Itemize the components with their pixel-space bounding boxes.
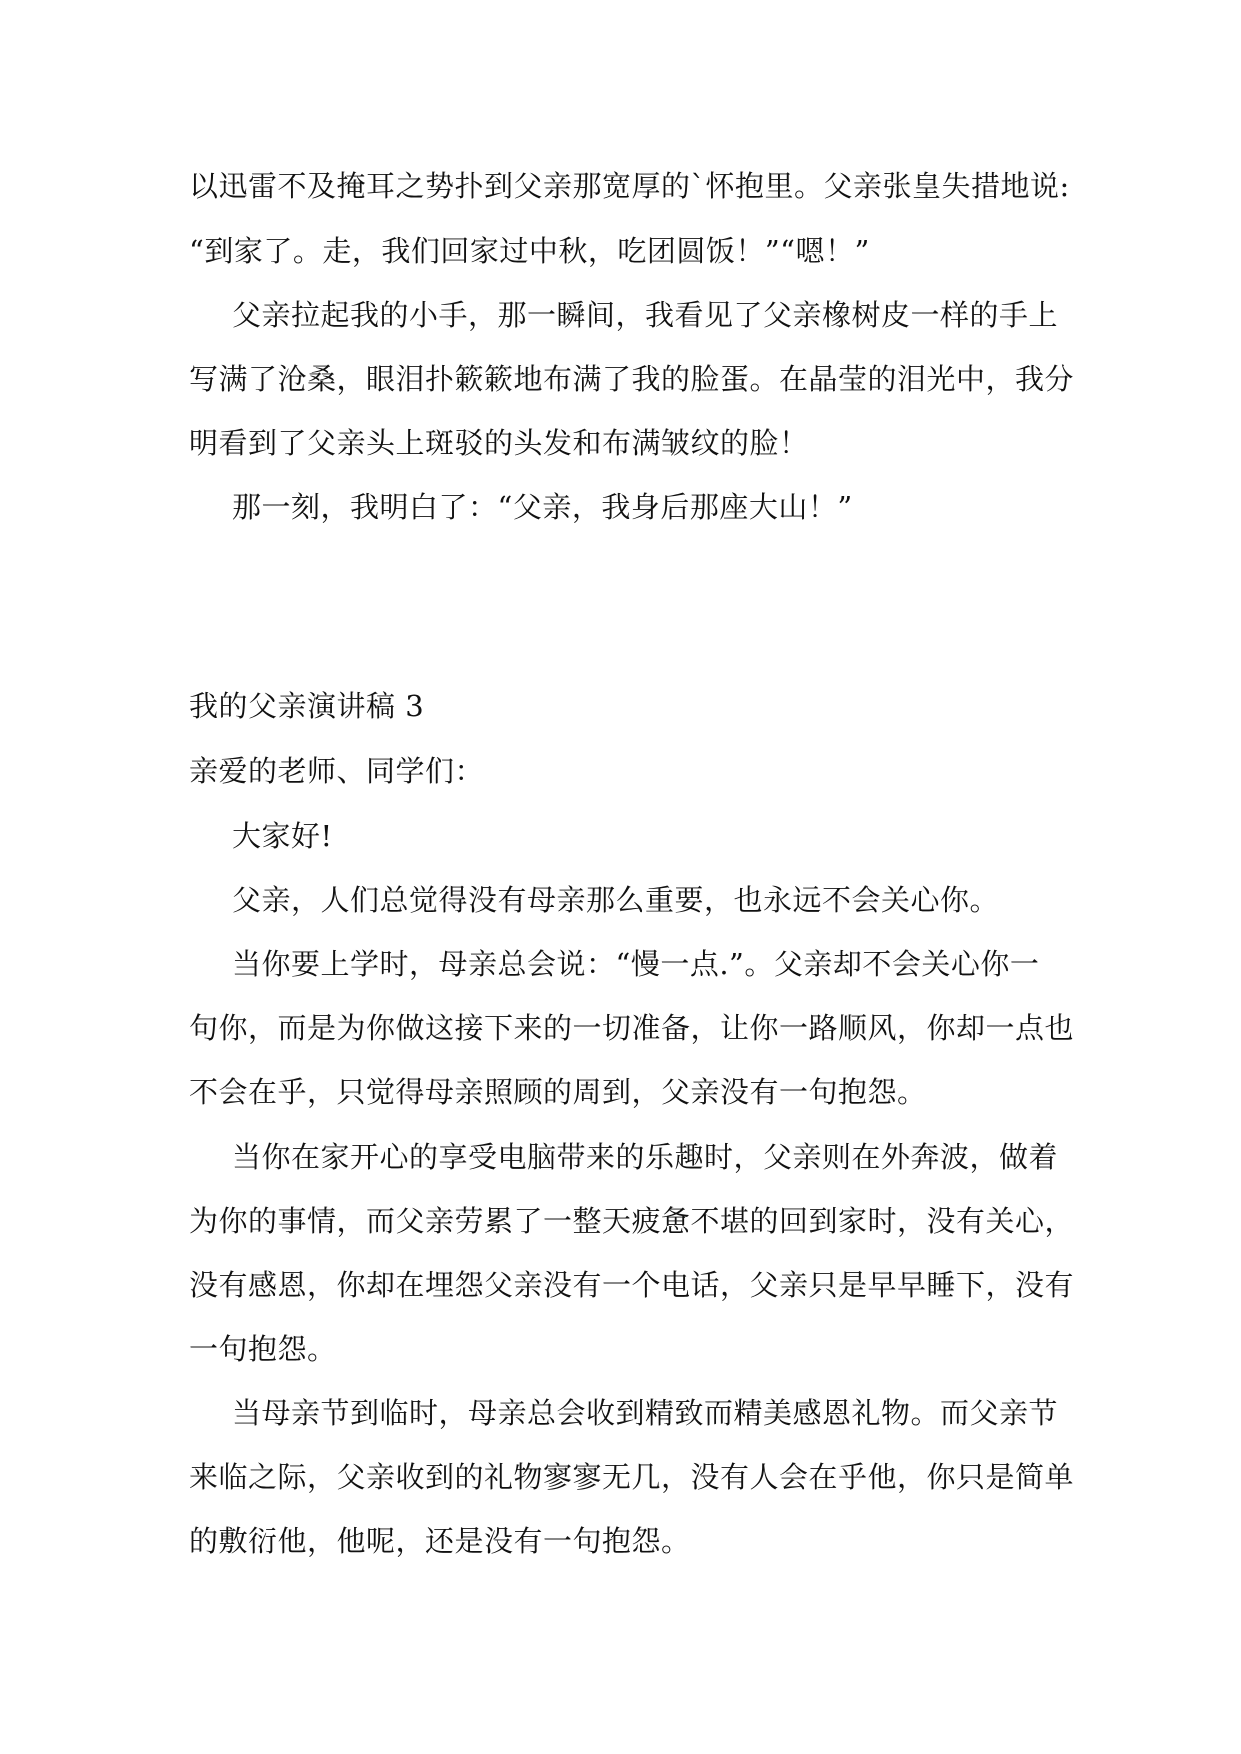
text-line: 不会在乎，只觉得母亲照顾的周到，父亲没有一句抱怨。 bbox=[189, 1075, 927, 1109]
text-line: 为你的事情，而父亲劳累了一整天疲惫不堪的回到家时，没有关心， bbox=[189, 1204, 1075, 1238]
text-line: “到家了。走，我们回家过中秋，吃团圆饭！”“嗯！” bbox=[189, 234, 870, 268]
text-line: 来临之际，父亲收到的礼物寥寥无几，没有人会在乎他，你只是简单 bbox=[189, 1460, 1075, 1494]
text-line: 没有感恩，你却在埋怨父亲没有一个电话，父亲只是早早睡下，没有 bbox=[189, 1268, 1075, 1302]
paragraph-start-line: 那一刻，我明白了：“父亲，我身后那座大山！” bbox=[232, 490, 853, 524]
text-line: 句你，而是为你做这接下来的一切准备，让你一路顺风，你却一点也 bbox=[189, 1011, 1075, 1045]
paragraph-start-line: 父亲，人们总觉得没有母亲那么重要，也永远不会关心你。 bbox=[232, 883, 1000, 917]
salutation: 亲爱的老师、同学们： bbox=[189, 754, 485, 788]
paragraph-start-line: 当母亲节到临时，母亲总会收到精致而精美感恩礼物。而父亲节 bbox=[232, 1396, 1059, 1430]
text-line: 的敷衍他，他呢，还是没有一句抱怨。 bbox=[189, 1524, 691, 1558]
paragraph-start-line: 父亲拉起我的小手，那一瞬间，我看见了父亲橡树皮一样的手上 bbox=[232, 298, 1059, 332]
greeting: 大家好! bbox=[232, 819, 333, 853]
text-line: 以迅雷不及掩耳之势扑到父亲那宽厚的`怀抱里。父亲张皇失措地说: bbox=[189, 169, 1070, 203]
section-title: 我的父亲演讲稿 3 bbox=[189, 689, 425, 723]
paragraph-start-line: 当你在家开心的享受电脑带来的乐趣时，父亲则在外奔波，做着 bbox=[232, 1140, 1059, 1174]
text-line: 写满了沧桑，眼泪扑簌簌地布满了我的脸蛋。在晶莹的泪光中，我分 bbox=[189, 362, 1075, 396]
text-line: 明看到了父亲头上斑驳的头发和布满皱纹的脸！ bbox=[189, 426, 809, 460]
paragraph-start-line: 当你要上学时，母亲总会说：“慢一点.”。父亲却不会关心你一 bbox=[232, 947, 1040, 981]
text-line: 一句抱怨。 bbox=[189, 1332, 337, 1366]
